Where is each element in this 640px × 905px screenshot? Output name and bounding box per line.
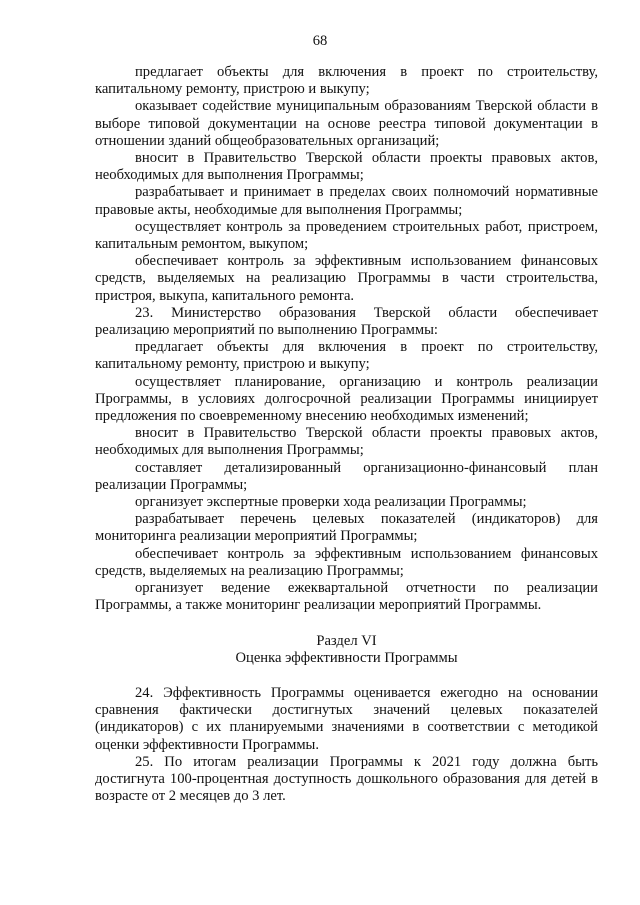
paragraph-item-24: 24. Эффективность Программы оценивается ежегодно на основании сравнения фактически достигнутых значений целевых показателей (индикаторов) с их планируемыми значениями в соответствии с методикой оценки эффективности Программы. — [95, 684, 598, 753]
paragraph-item-23: 23. Министерство образования Тверской области обеспечивает реализацию мероприятий по выполнению Программы: — [95, 304, 598, 339]
paragraph: организует экспертные проверки хода реализации Программы; — [135, 494, 527, 511]
section-title: Оценка эффективности Программы — [235, 649, 458, 666]
page-number: 68 — [312, 33, 328, 49]
paragraph: осуществляет контроль за проведением строительных работ, пристроем, капитальным ремонтом, выкупом; — [95, 218, 598, 253]
paragraph: осуществляет планирование, организацию и контроль реализации Программы, в условиях долгосрочной реализации Программы инициирует предложения по своевременному внесению необходимых изменений; — [95, 373, 598, 425]
paragraph: обеспечивает контроль за эффективным использованием финансовых средств, выделяемых на реализацию Программы; — [95, 545, 598, 579]
section-heading-block — [95, 633, 598, 667]
paragraph: составляет детализированный организационно-финансовый план реализации Программы; — [95, 459, 598, 493]
paragraph: предлагает объекты для включения в проект по строительству, капитальному ремонту, пристрою и выкупу; — [95, 339, 598, 373]
section-label: Раздел VI — [316, 632, 377, 649]
document-body — [95, 64, 598, 805]
paragraph: предлагает объекты для включения в проект по строительству, капитальному ремонту, пристрою и выкупу; — [95, 64, 598, 98]
paragraph-item-25: 25. По итогам реализации Программы к 2021 году должна быть достигнута 100-процентная доступность дошкольного образования для детей в возрасте от 2 месяцев до 3 лет. — [95, 753, 598, 805]
paragraph: организует ведение ежеквартальной отчетности по реализации Программы, а также мониторинг реализации мероприятий Программы. — [95, 580, 598, 614]
paragraph: обеспечивает контроль за эффективным использованием финансовых средств, выделяемых на реализацию Программы в части строительства, пристроя, выкупа, капитального ремонта. — [95, 253, 598, 304]
paragraph: вносит в Правительство Тверской области проекты правовых актов, необходимых для выполнения Программы; — [95, 425, 598, 459]
paragraph: разрабатывает перечень целевых показателей (индикаторов) для мониторинга реализации мероприятий Программы; — [95, 511, 598, 545]
paragraph: разрабатывает и принимает в пределах своих полномочий нормативные правовые акты, необходимые для выполнения Программы; — [95, 184, 598, 218]
paragraph: вносит в Правительство Тверской области проекты правовых актов, необходимых для выполнения Программы; — [95, 150, 598, 184]
paragraph: оказывает содействие муниципальным образованиям Тверской области в выборе типовой документации на основе реестра типовой документации в отношении зданий общеобразовательных организаций; — [95, 98, 598, 149]
